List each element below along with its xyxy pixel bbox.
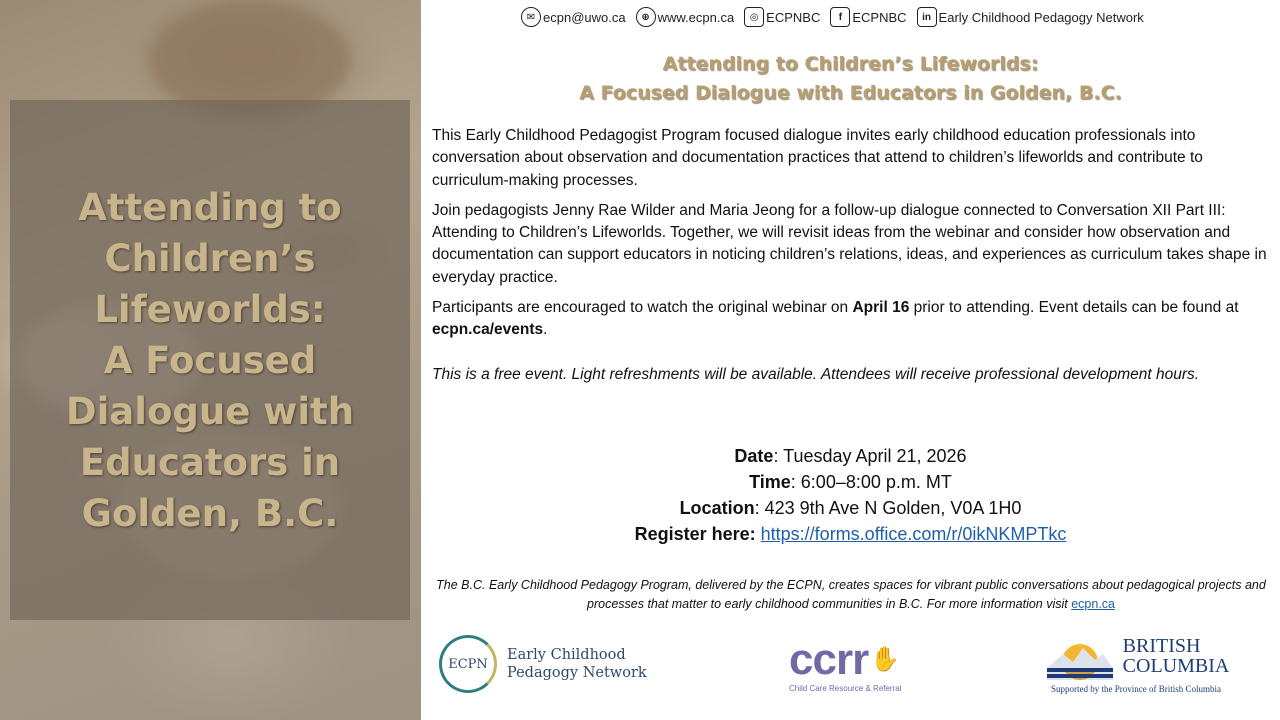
date-label: Date — [734, 446, 774, 466]
linkedin-icon: in — [917, 7, 937, 27]
time-value: : 6:00–8:00 p.m. MT — [790, 472, 952, 492]
bc-subtitle: Supported by the Province of British Columbia — [1051, 684, 1221, 694]
register-label: Register here: — [634, 524, 756, 544]
date-row — [421, 443, 1280, 469]
ecpn-name — [507, 646, 647, 682]
program-note-text: The B.C. Early Childhood Pedagogy Program, delivered by the ECPN, creates spaces for vibrant public conversations about pedagogical projects and processes that matter to early childhood communities in B.C. For more information visit — [436, 578, 1266, 611]
facebook-text: ECPNBC — [852, 9, 907, 25]
ecpn-mark: ECPN — [439, 635, 497, 693]
bc-name-line-1: BRITISH — [1122, 635, 1201, 657]
contact-instagram[interactable] — [744, 7, 820, 27]
hero-photo — [0, 0, 421, 720]
title-line-1: Attending to Children’s Lifeworlds: — [662, 53, 1039, 75]
webinar-text-end: . — [543, 321, 548, 339]
location-value: : 423 9th Ave N Golden, V0A 1H0 — [754, 498, 1022, 518]
title-line-2: A Focused Dialogue with Educators in Golden, B.C. — [579, 82, 1122, 104]
description — [432, 125, 1274, 394]
date-value: : Tuesday April 21, 2026 — [773, 446, 967, 466]
time-label: Time — [749, 472, 791, 492]
linkedin-text: Early Childhood Pedagogy Network — [938, 9, 1144, 25]
email-text: ecpn@uwo.ca — [543, 9, 626, 25]
website-text: www.ecpn.ca — [657, 9, 735, 25]
overlay-title: Attending to Children’s Lifeworlds: A Focused Dialogue with Educators in Golden, B.C. — [65, 185, 355, 535]
title-overlay-box — [10, 100, 410, 620]
webinar-text-mid: prior to attending. Event details can be found at — [909, 299, 1239, 317]
webinar-date: April 16 — [852, 299, 910, 317]
paragraph-webinar — [432, 297, 1274, 342]
time-row — [421, 469, 1280, 495]
ccrr-logo — [789, 635, 902, 693]
event-details — [421, 443, 1280, 547]
bc-name — [1123, 636, 1230, 676]
ecpn-name-line-1: Early Childhood — [507, 647, 626, 663]
ecpn-logo — [439, 635, 647, 693]
webinar-text-pre: Participants are encouraged to watch the original webinar on — [432, 299, 853, 317]
register-row — [421, 521, 1280, 547]
ccrr-word: ccrr — [789, 635, 869, 684]
content-area — [421, 0, 1280, 720]
bc-name-line-2: COLUMBIA — [1122, 655, 1230, 677]
events-link: ecpn.ca/events — [432, 321, 544, 339]
hand-icon: ✋ — [870, 646, 900, 673]
email-icon: ✉ — [521, 7, 541, 27]
contact-bar — [521, 5, 1144, 29]
register-link[interactable]: https://forms.office.com/r/0ikNKMPTkc — [760, 524, 1067, 544]
location-label: Location — [679, 498, 755, 518]
globe-icon: ⊕ — [636, 7, 656, 27]
partner-logos — [421, 630, 1280, 710]
bc-sun-mountain-icon — [1043, 632, 1117, 680]
paragraph-intro: This Early Childhood Pedagogist Program focused dialogue invites early childhood education professionals into conversation about observation and documentation practices that attend to children’s lifeworlds and contribute to curriculum-making processes. — [432, 127, 1203, 189]
instagram-text: ECPNBC — [766, 9, 821, 25]
contact-email[interactable] — [521, 7, 626, 27]
contact-facebook[interactable] — [830, 7, 906, 27]
contact-website[interactable] — [636, 7, 735, 27]
page-title — [421, 50, 1280, 108]
facebook-icon: f — [830, 7, 850, 27]
ccrr-wordmark — [789, 635, 902, 684]
paragraph-details: Join pedagogists Jenny Rae Wilder and Maria Jeong for a follow-up dialogue connected to Conversation XII Part III: Attending to Children’s Lifeworlds. Together, we will revisit ideas from the webinar and consider how observation and documentation can support educators in noticing children’s relations, ideas, and experiences as curriculum takes shape in everyday practice. — [432, 201, 1267, 286]
bc-row — [1041, 632, 1231, 680]
ecpn-link[interactable]: ecpn.ca — [1071, 597, 1115, 611]
instagram-icon: ◎ — [744, 7, 764, 27]
ccrr-subtitle: Child Care Resource & Referral — [789, 684, 902, 693]
location-row — [421, 495, 1280, 521]
program-note — [436, 576, 1266, 614]
ecpn-name-line-2: Pedagogy Network — [507, 665, 647, 681]
bc-logo — [1041, 632, 1231, 694]
contact-linkedin[interactable] — [917, 7, 1144, 27]
free-event-note: This is a free event. Light refreshments will be available. Attendees will receive professional development hours. — [432, 365, 1200, 383]
